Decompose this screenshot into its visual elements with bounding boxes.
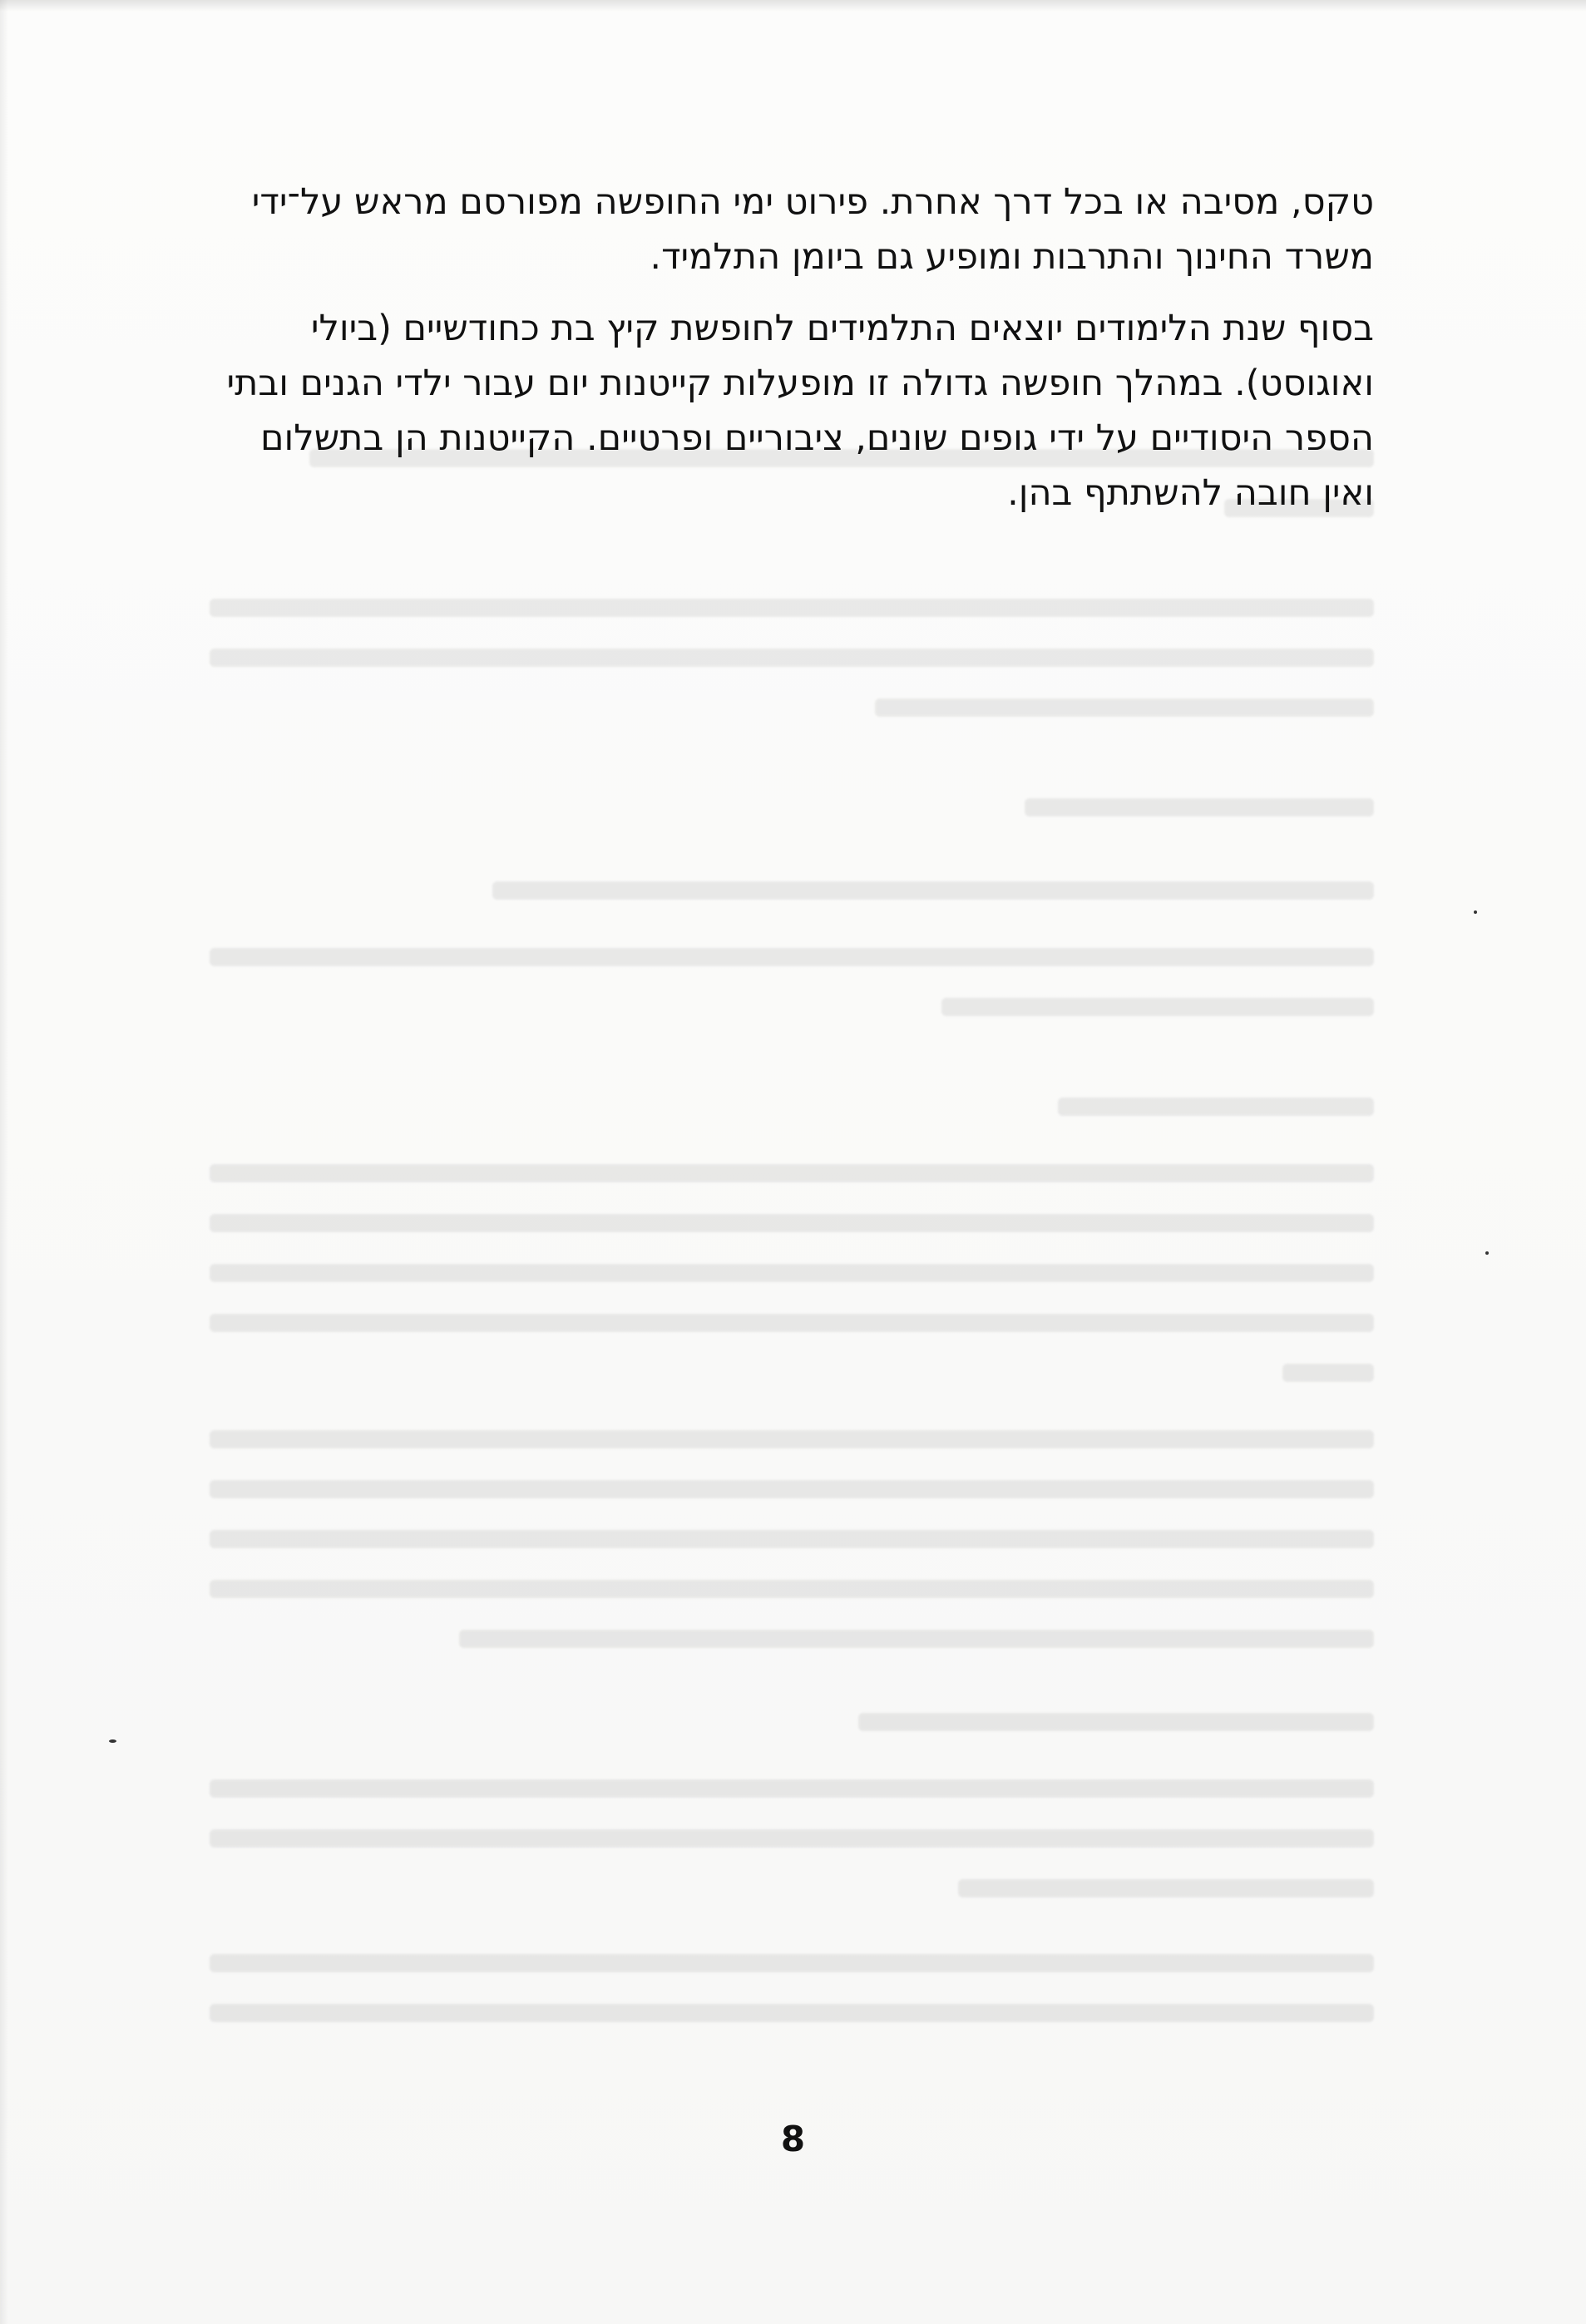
text-column — [195, 175, 1374, 537]
text-line: בסוף שנת הלימודים יוצאים התלמידים לחופשת קיץ בת כחודשיים (ביולי — [310, 308, 1374, 349]
scan-speck — [109, 1739, 116, 1743]
page-number: 8 — [780, 2119, 806, 2159]
text-line: ואוגוסט). במהלך חופשה גדולה זו מופעלות קייטנות יום עבור ילדי הגנים ובתי — [226, 363, 1374, 404]
scan-speck — [1474, 910, 1477, 914]
text-line: משרד החינוך והתרבות ומופיע גם ביומן התלמיד. — [650, 236, 1374, 278]
paragraph-holiday-schedule — [195, 175, 1374, 284]
scan-speck — [1485, 1251, 1489, 1255]
text-line: הספר היסודיים על ידי גופים שונים, ציבוריים ופרטיים. הקייטנות הן בתשלום — [260, 417, 1374, 459]
text-line: ואין חובה להשתתף בהן. — [1007, 472, 1374, 514]
bleed-through-text — [193, 449, 1374, 2079]
paragraph-summer-vacation — [195, 301, 1374, 521]
text-line: טקס, מסיבה או בכל דרך אחרת. פירוט ימי החופשה מפורסם מראש על־ידי — [251, 181, 1374, 223]
page-top-shadow — [0, 0, 1586, 12]
page-left-shadow — [0, 0, 8, 2324]
